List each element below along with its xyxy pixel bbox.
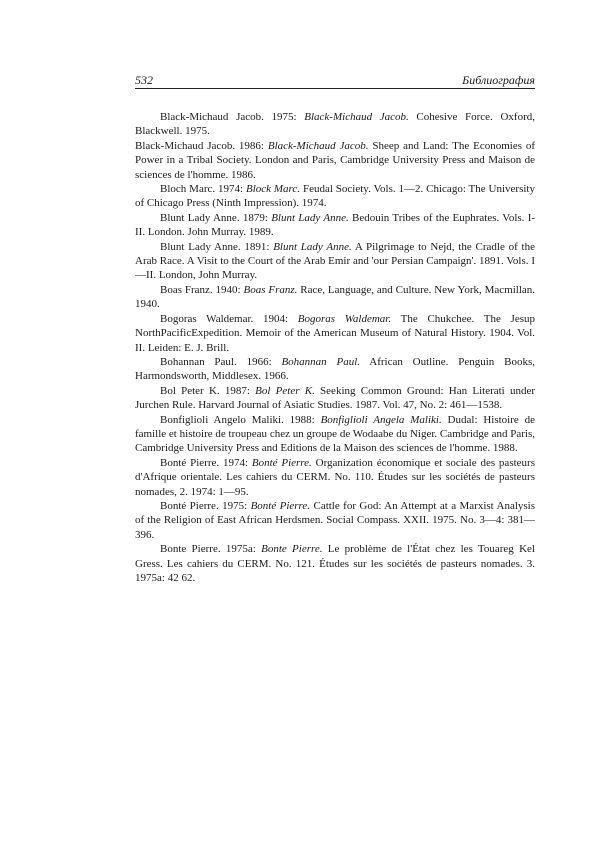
entry-lead: Boas Franz. 1940: [160,283,244,296]
bibliography-entry [135,283,535,312]
bibliography-entry [135,355,535,384]
entry-lead: Bloch Marc. 1974: [160,183,246,196]
entry-italic-author: Boas Franz. [243,283,298,296]
entry-italic-author: Block Marc. [245,183,301,196]
entry-italic-author: Black-Michaud Jacob. [267,139,369,152]
bibliography-entry [135,240,535,283]
bibliography-entry [135,499,535,542]
entry-lead: Bogoras Waldemar. 1904: [160,312,298,325]
entry-rest: The Chukchee. The Jesup NorthPacificExpedition. Memoir of the American Museum of Natural History. 1904. Vol. II. Leiden: E. J. Brill. [135,312,535,354]
bibliography-entry [135,110,535,139]
section-title: Библиография [462,73,535,87]
bibliography-entry [135,312,535,355]
entry-lead: Bonte Pierre. 1975a: [160,543,262,556]
entry-italic-author: Blunt Lady Anne. [273,240,352,253]
bibliography-entry [135,182,535,211]
entry-lead: Blunt Lady Anne. 1891: [160,240,274,253]
entry-rest: Feudal Society. Vols. 1—2. Chicago: The University of Chicago Press (Ninth Impression). 1974. [135,183,535,210]
entry-rest: Race, Language, and Culture. New York, Macmillan. 1940. [135,283,536,311]
running-head [135,71,535,89]
bibliography-entry [135,456,535,499]
bibliography-entry [135,542,535,585]
entry-lead: Bol Peter K. 1987: [160,384,256,397]
entry-italic-author: Bonte Pierre. [261,543,323,556]
entry-rest: Bedouin Tribes of the Euphrates. Vols. I-II. London. John Murray. 1989. [135,211,536,239]
entry-italic-author: Bonfiglioli Angela Maliki. [320,413,442,426]
page-number: 532 [135,73,153,87]
bibliography-entry [135,413,535,456]
entry-lead: Bonfiglioli Angelo Maliki. 1988: [160,413,321,426]
entry-italic-author: Black-Michaud Jacob. [304,111,409,123]
entry-lead: Bonté Pierre. 1974: [160,456,252,469]
bibliography-entry [135,211,535,240]
entry-rest: Organization économique et sociale des pasteurs d'Afrique orientale. Les cahiers du CERM. No. 110. Études sur les sociétés de pasteurs nomades, 2. 1974: 1—95. [135,456,535,498]
entry-lead: Black-Michaud Jacob. 1975: [160,111,305,123]
entry-rest: Seeking Common Ground: Han Literati under Jurchen Rule. Harvard Journal of Asiatic Studies. 1987. Vol. 47, No. 2: 461—1538. [135,384,536,412]
book-page [135,71,535,585]
bibliography-entry [135,139,535,182]
entry-lead: Blunt Lady Anne. 1879: [160,211,272,224]
entry-rest: Dudal: Histoire de famille et histoire de troupeau chez un groupe de Wodaabe du Niger. Cambridge and Paris, Cambridge University Press and Editions de la Maison des sciences de l'homme. 1988. [135,413,535,455]
entry-rest: A Pilgrimage to Nejd, the Cradle of the Arab Race. A Visit to the Court of the Arab Emir and 'our Persian Campaign'. 1891. Vols. I—II. London, John Murray. [135,240,535,282]
entry-italic-author: Bol Peter K. [255,384,315,397]
entry-italic-author: Blunt Lady Anne. [271,211,349,224]
entry-rest: Sheep and Land: The Economies of Power in a Tribal Society. London and Paris, Cambridge University Press and Maison de sciences de l'homme. 1986. [135,139,535,181]
entry-lead: Black-Michaud Jacob. 1986: [135,139,268,152]
entry-italic-author: Bonté Pierre. [251,456,312,469]
entry-italic-author: Bonté Pierre. [250,499,311,512]
entry-rest: Cattle for God: An Attempt at a Marxist Analysis of the Religion of East African Herdsmen. Social Compass. XXII. 1975. No. 3—4: 381—396. [135,499,536,541]
entry-rest: Le problème de l'État chez les Touareg Kel Gress. Les cahiers du CERM. No. 121. Études sur les sociétés de pasteurs nomades. 3. 1975a: 42 62. [135,543,535,584]
entry-rest: African Outline. Penguin Books, Harmondsworth, Middlesex. 1966. [135,355,535,383]
entry-lead: Bonté Pierre. 1975: [160,499,251,512]
entry-italic-author: Bogoras Waldemar. [297,312,392,325]
entry-italic-author: Bohannan Paul. [281,355,361,368]
bibliography-entry [135,384,535,413]
bibliography-list [135,110,535,585]
entry-rest: Cohesive Force. Oxford, Blackwell. 1975. [135,111,535,138]
entry-lead: Bohannan Paul. 1966: [160,355,282,368]
